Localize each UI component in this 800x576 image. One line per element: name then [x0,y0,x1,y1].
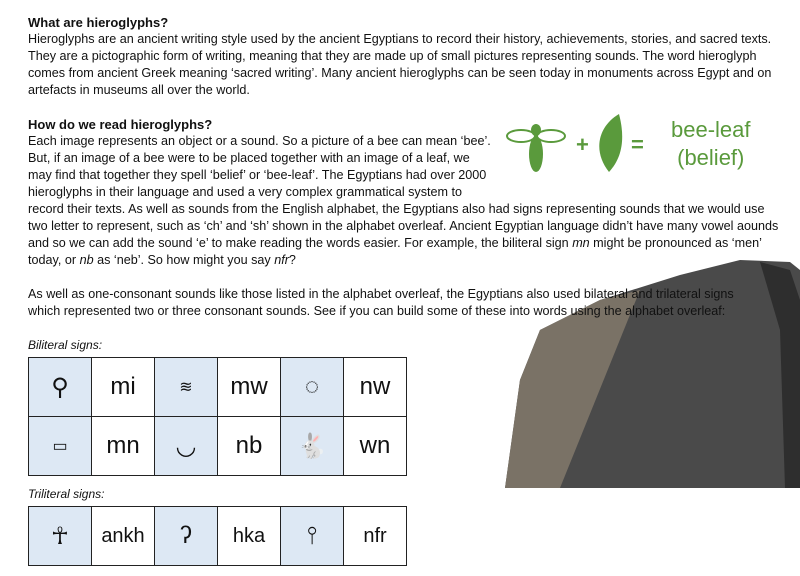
read-paragraph-mid1: might be pronounced as ‘men’ today, or [28,236,762,267]
sign-mw: mw [218,358,281,417]
bee-leaf-illustration [506,116,768,186]
leaf-icon [593,112,625,174]
glyph-mw: ≋ [155,358,218,417]
triliteral-table [28,506,407,566]
read-paragraph-mid2: as ‘neb’. So how might you say [93,253,275,267]
glyph-hka: ʔ [155,507,218,566]
term-nfr: nfr [274,253,289,267]
term-mn: mn [572,236,590,250]
glyph-nw: ◌ [281,358,344,417]
sign-nfr: nfr [344,507,407,566]
glyph-wn: 🐇 [281,417,344,476]
signs-paragraph: As well as one-consonant sounds like those listed in the alphabet overleaf, the Egyptians also used bilateral and trilateral signs which represented two or three consonant sounds. See if you can build some of these into words using the alphabet overleaf: [28,287,734,318]
bee-icon [506,116,566,176]
intro-paragraph: Hieroglyphs are an ancient writing style used by the ancient Egyptians to record their history, achievements, stories, and sacred texts. They are a pictographic form of writing, meaning that they are made up of small pictures representing sounds. The word hieroglyph comes from ancient Greek meaning ‘sacred writing’. Many ancient hieroglyphs can be seen today in monuments across Egypt and on artefacts in museums all over the world. [28,32,772,97]
triliteral-caption: Triliteral signs: [28,487,105,501]
read-paragraph-end: ? [288,253,296,267]
glyph-nfr: ⫯ [281,507,344,566]
sign-nw: nw [344,358,407,417]
heading-what-are-hieroglyphs: What are hieroglyphs? [28,15,169,30]
sign-nb: nb [218,417,281,476]
sign-hka: hka [218,507,281,566]
sign-mn: mn [92,417,155,476]
equals-sign: = [631,132,644,157]
biliteral-table [28,357,407,476]
sign-mi: mi [92,358,155,417]
glyph-mn: ▭ [29,417,92,476]
glyph-ankh: ☥ [29,507,92,566]
read-paragraph-rest: used a very complex grammatical system to record their texts. As well as sounds from the English alphabet, the Egyptians also had signs representing sounds that we would use two letter to represent, such as ‘ch’ and ‘sh’ shown in the alphabet overleaf. Ancient Egyptian language didn’t have many vowel aounds and so we can add the sound ‘e’ to make reading the words easier. For example, the biliteral sign [28,185,779,250]
bee-leaf-text: bee-leaf (belief) [671,117,751,170]
glyph-mi: ⚲ [29,358,92,417]
sign-wn: wn [344,417,407,476]
heading-how-do-we-read: How do we read hieroglyphs? [28,117,213,132]
sign-ankh: ankh [92,507,155,566]
term-nb: nb [79,253,94,267]
document-body [28,0,780,566]
read-paragraph-top: Each image represents an object or a sound. So a picture of a bee can mean ‘bee’. But, if an image of a bee were to be placed together with an image of a leaf, we may find that together they spell ‘belief’ or ‘bee-leaf’. The Egyptians had over 2000 hieroglyphs in their language and [28,134,491,199]
biliteral-caption: Biliteral signs: [28,338,103,352]
glyph-nb: ◡ [155,417,218,476]
plus-sign: + [576,132,589,157]
